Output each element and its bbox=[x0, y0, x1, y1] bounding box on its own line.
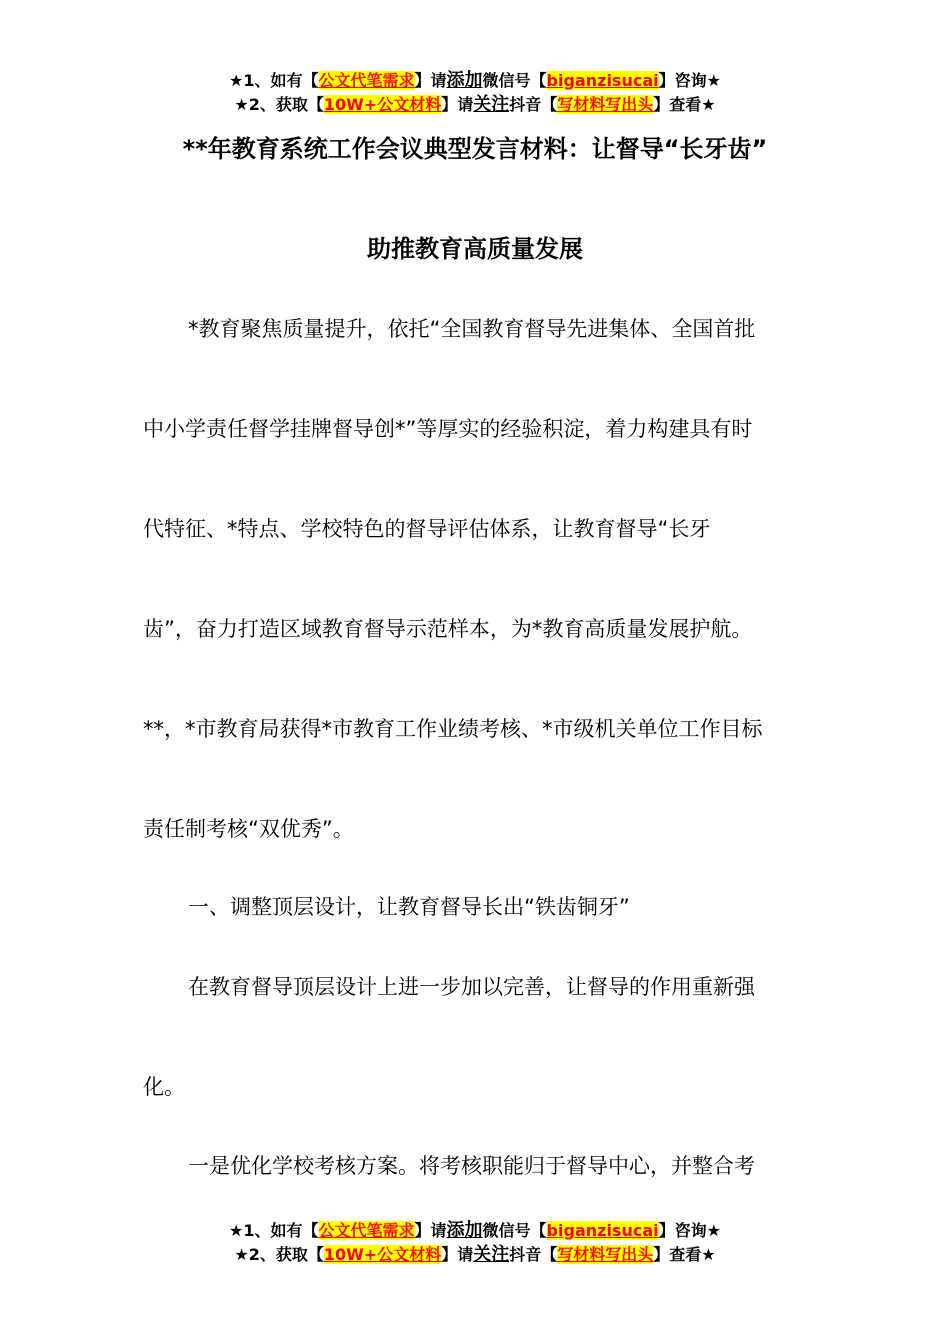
promo-emphasis: 添加 bbox=[446, 70, 483, 91]
promo-wechat-id: biganzisucai bbox=[546, 1221, 659, 1240]
promo-highlight: 公文代笔需求 bbox=[318, 1221, 415, 1240]
promo-text: 】请 bbox=[414, 1221, 447, 1240]
promo-text: 抖音【 bbox=[509, 95, 558, 114]
promo-emphasis: 添加 bbox=[446, 1220, 483, 1241]
body-line: 在教育督导顶层设计上进一步加以完善，让督导的作用重新强 bbox=[188, 975, 755, 999]
promo-highlight: 10W+公文材料 bbox=[323, 1245, 442, 1264]
body-line: *教育聚焦质量提升，依托“全国教育督导先进集体、全国首批 bbox=[188, 317, 756, 341]
body-line: 化。 bbox=[143, 1075, 185, 1099]
promo-text: 】请 bbox=[441, 95, 474, 114]
body-line: 齿”，奋力打造区域教育督导示范样本，为*教育高质量发展护航。 bbox=[143, 617, 753, 641]
footer-promo-line-1 bbox=[0, 1219, 950, 1242]
section-heading: 一、调整顶层设计，让教育督导长出“铁齿铜牙” bbox=[188, 895, 630, 919]
promo-douyin-id: 写材料写出头 bbox=[557, 95, 654, 114]
document-title-line-2: 助推教育高质量发展 bbox=[367, 235, 583, 263]
document-title-line-1: **年教育系统工作会议典型发言材料：让督导“长牙齿” bbox=[182, 135, 768, 163]
promo-text: ★1、如有【 bbox=[229, 1221, 319, 1240]
promo-emphasis: 关注 bbox=[473, 94, 510, 115]
body-line: **，*市教育局获得*市教育工作业绩考核、*市级机关单位工作目标 bbox=[143, 717, 763, 741]
promo-text: 】查看★ bbox=[653, 1245, 716, 1264]
body-line: 责任制考核“双优秀”。 bbox=[143, 817, 354, 841]
body-line: 一是优化学校考核方案。将考核职能归于督导中心，并整合考 bbox=[188, 1154, 755, 1178]
promo-text: ★2、获取【 bbox=[234, 1245, 324, 1264]
promo-text: 微信号【 bbox=[482, 71, 547, 90]
promo-text: 微信号【 bbox=[482, 1221, 547, 1240]
promo-highlight: 10W+公文材料 bbox=[323, 95, 442, 114]
promo-text: 】请 bbox=[441, 1245, 474, 1264]
promo-text: 】查看★ bbox=[653, 95, 716, 114]
promo-highlight: 公文代笔需求 bbox=[318, 71, 415, 90]
footer-promo-line-2 bbox=[0, 1243, 950, 1266]
promo-text: 】咨询★ bbox=[658, 1221, 721, 1240]
promo-douyin-id: 写材料写出头 bbox=[557, 1245, 654, 1264]
promo-text: ★1、如有【 bbox=[229, 71, 319, 90]
promo-emphasis: 关注 bbox=[473, 1244, 510, 1265]
promo-wechat-id: biganzisucai bbox=[546, 71, 659, 90]
promo-text: ★2、获取【 bbox=[234, 95, 324, 114]
promo-text: 抖音【 bbox=[509, 1245, 558, 1264]
body-line: 中小学责任督学挂牌督导创*”等厚实的经验积淀，着力构建具有时 bbox=[143, 417, 753, 441]
promo-text: 】请 bbox=[414, 71, 447, 90]
promo-text: 】咨询★ bbox=[658, 71, 721, 90]
body-line: 代特征、*特点、学校特色的督导评估体系，让教育督导“长牙 bbox=[143, 517, 711, 541]
header-promo-line-1 bbox=[0, 69, 950, 92]
header-promo-line-2 bbox=[0, 93, 950, 116]
